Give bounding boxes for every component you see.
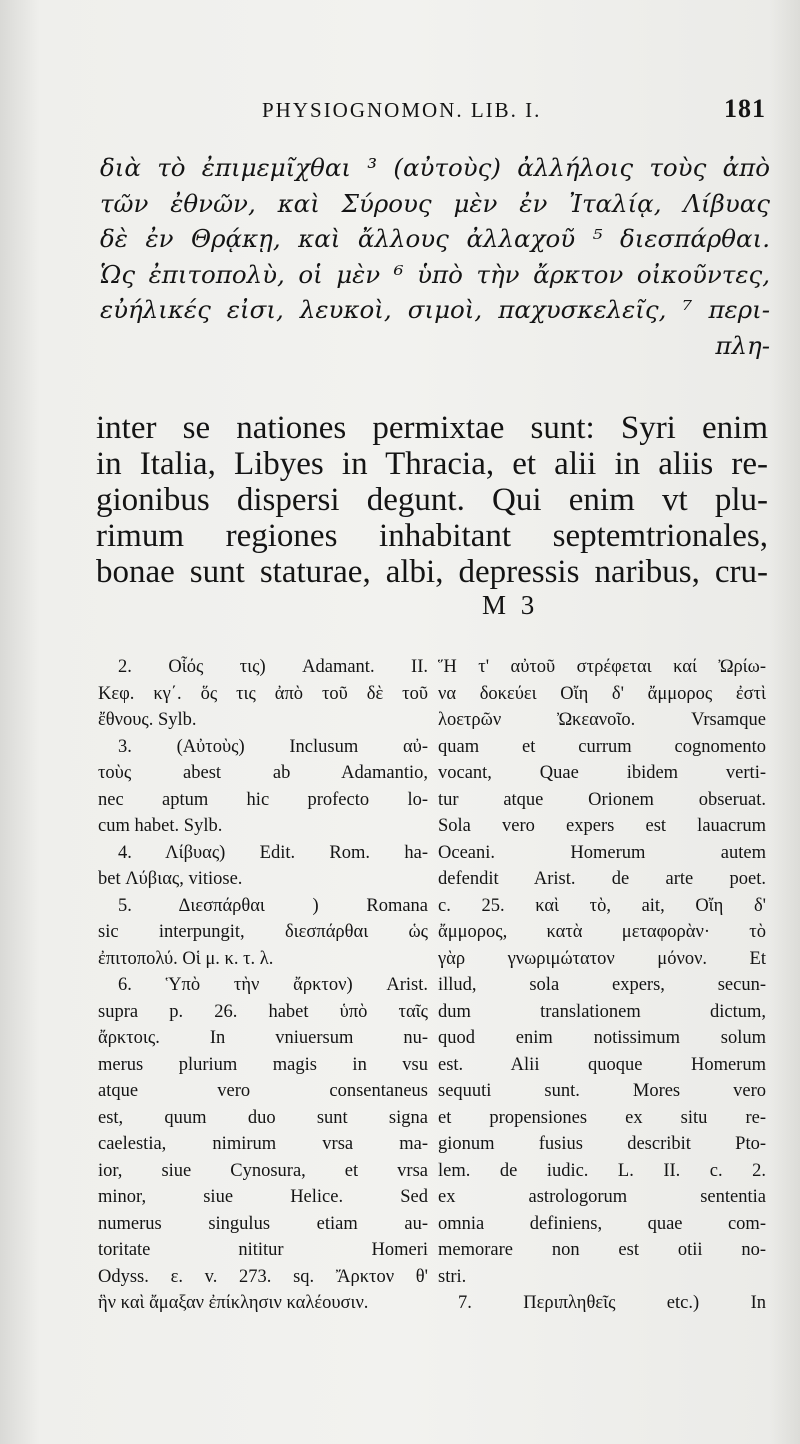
note-line: dum translationem dictum, <box>438 1001 766 1022</box>
note-line: tur atque Orionem obseruat. <box>438 789 766 810</box>
note-line: Sola vero expers est lauacrum <box>438 816 766 836</box>
note-line: ἄμμορος, κατὰ μεταφορὰν· τὸ <box>438 922 766 942</box>
greek-line: διὰ τὸ ἐπιμεμῖχθαι ³ (αὐτοὺς) ἀλλήλοις τοὺς ἀπὸ <box>100 153 770 182</box>
note-line: et propensiones ex situ re- <box>438 1107 766 1128</box>
note-line: illud, sola expers, secun- <box>438 975 766 995</box>
note-line: sequuti sunt. Mores vero <box>438 1081 766 1101</box>
note-line: 3. (Αὐτοὺς) Inclusum αὐ- <box>118 736 428 757</box>
greek-line: εὐήλικές εἰσι, λευκοὶ, σιμοὶ, παχυσκελεῖς, ⁷ περι- <box>100 295 770 324</box>
latin-line: gionibus dispersi degunt. Qui enim vt plu- <box>96 482 768 518</box>
note-line: toritate nititur Homeri <box>98 1240 428 1260</box>
latin-line: bonae sunt staturae, albi, depressis naribus, cru- <box>96 554 768 590</box>
greek-text-block <box>100 150 770 363</box>
note-line: defendit Arist. de arte poet. <box>438 869 766 889</box>
note-line: vocant, Quae ibidem verti- <box>438 763 766 783</box>
running-title: PHYSIOGNOMON. LIB. I. <box>262 98 542 122</box>
note-line: quod enim notissimum solum <box>438 1028 766 1048</box>
page-number: 181 <box>724 94 766 123</box>
note-line: minor, siue Helice. Sed <box>98 1187 428 1207</box>
note-line: merus plurium magis in vsu <box>98 1054 428 1075</box>
note-line: 4. Λίβυας) Edit. Rom. ha- <box>118 842 428 863</box>
note-line: λοετρῶν Ὠκεανοῖο. Vrsamque <box>438 710 766 730</box>
signature-mark: M 3 <box>482 590 539 620</box>
notes-left-column <box>98 654 428 1317</box>
note-line: nec aptum hic profecto lo- <box>98 789 428 810</box>
note-line: est, quum duo sunt signa <box>98 1107 428 1128</box>
latin-line: rimum regiones inhabitant septemtrionales, <box>96 518 768 554</box>
greek-line: τῶν ἐθνῶν, καὶ Σύρους μὲν ἐν Ἰταλίᾳ, Λίβυας <box>100 188 770 218</box>
note-line: ἣν καὶ ἄμαξαν ἐπίκλησιν καλέουσιν. <box>98 1293 369 1313</box>
note-line: 5. Διεσπάρθαι ) Romana <box>118 895 428 916</box>
note-line: quam et currum cognomento <box>438 736 766 757</box>
note-line: atque vero consentaneus <box>98 1081 428 1101</box>
note-line: ἄρκτοις. In vniuersum nu- <box>98 1028 428 1048</box>
note-line: τοὺς abest ab Adamantio, <box>98 763 428 783</box>
greek-line: δὲ ἐν Θρᾴκῃ, καὶ ἄλλους ἀλλαχοῦ ⁵ διεσπάρθαι. <box>100 224 770 253</box>
note-line: caelestia, nimirum vrsa ma- <box>98 1134 428 1154</box>
note-line: est. Alii quoque Homerum <box>438 1054 766 1075</box>
note-line: supra p. 26. habet ὑπὸ ταῖς <box>98 1001 428 1022</box>
greek-line: Ὡς ἐπιτοπολὺ, οἱ μὲν ⁶ ὑπὸ τὴν ἄρκτον οἰκοῦντες, <box>100 259 770 289</box>
note-line: memorare non est otii no- <box>438 1240 766 1260</box>
note-line: bet Λύβιας, vitiose. <box>98 869 243 889</box>
note-line: ἐπιτοπολύ. Οἱ μ. κ. τ. λ. <box>98 948 274 969</box>
greek-line: πλη- <box>715 330 770 360</box>
latin-line: in Italia, Libyes in Thracia, et alii in aliis re- <box>96 446 768 482</box>
note-line: stri. <box>438 1266 467 1287</box>
note-line: Oceani. Homerum autem <box>438 842 766 863</box>
note-line: γὰρ γνωριμώτατον μόνον. Et <box>438 948 766 969</box>
note-line: ior, siue Cynosura, et vrsa <box>98 1160 428 1181</box>
note-line: 6. Ὑπὸ τὴν ἄρκτον) Arist. <box>118 975 428 995</box>
note-line: c. 25. καὶ τὸ, ait, Οἴη δ' <box>438 895 766 916</box>
note-line: omnia definiens, quae com- <box>438 1213 766 1234</box>
note-line: lem. de iudic. L. II. c. 2. <box>438 1160 766 1181</box>
running-head <box>0 94 800 132</box>
note-line: sic interpungit, διεσπάρθαι ὡς <box>98 922 428 942</box>
notes-right-column <box>438 654 766 1317</box>
note-line: cum habet. Sylb. <box>98 816 223 836</box>
note-line: ἔθνους. Sylb. <box>98 710 197 730</box>
note-line: 7. Περιπληθεῖς etc.) In <box>458 1293 766 1313</box>
note-line: 2. Οἷός τις) Adamant. II. <box>118 657 428 677</box>
latin-text-block <box>96 410 768 590</box>
latin-line: inter se nationes permixtae sunt: Syri enim <box>96 410 768 446</box>
note-line: numerus singulus etiam au- <box>98 1213 428 1234</box>
note-line: Odyss. ε. v. 273. sq. Ἄρκτον θ' <box>98 1266 428 1287</box>
note-line: ex astrologorum sententia <box>438 1187 766 1207</box>
note-line: Κεφ. κγ΄. ὅς τις ἀπὸ τοῦ δὲ τοῦ <box>98 683 428 704</box>
note-line: να δοκεύει Οἴη δ' ἄμμορος ἐστὶ <box>438 683 766 704</box>
note-line: Ἥ τ' αὐτοῦ στρέφεται καί Ὠρίω- <box>438 657 766 677</box>
note-line: gionum fusius describit Pto- <box>438 1134 766 1154</box>
